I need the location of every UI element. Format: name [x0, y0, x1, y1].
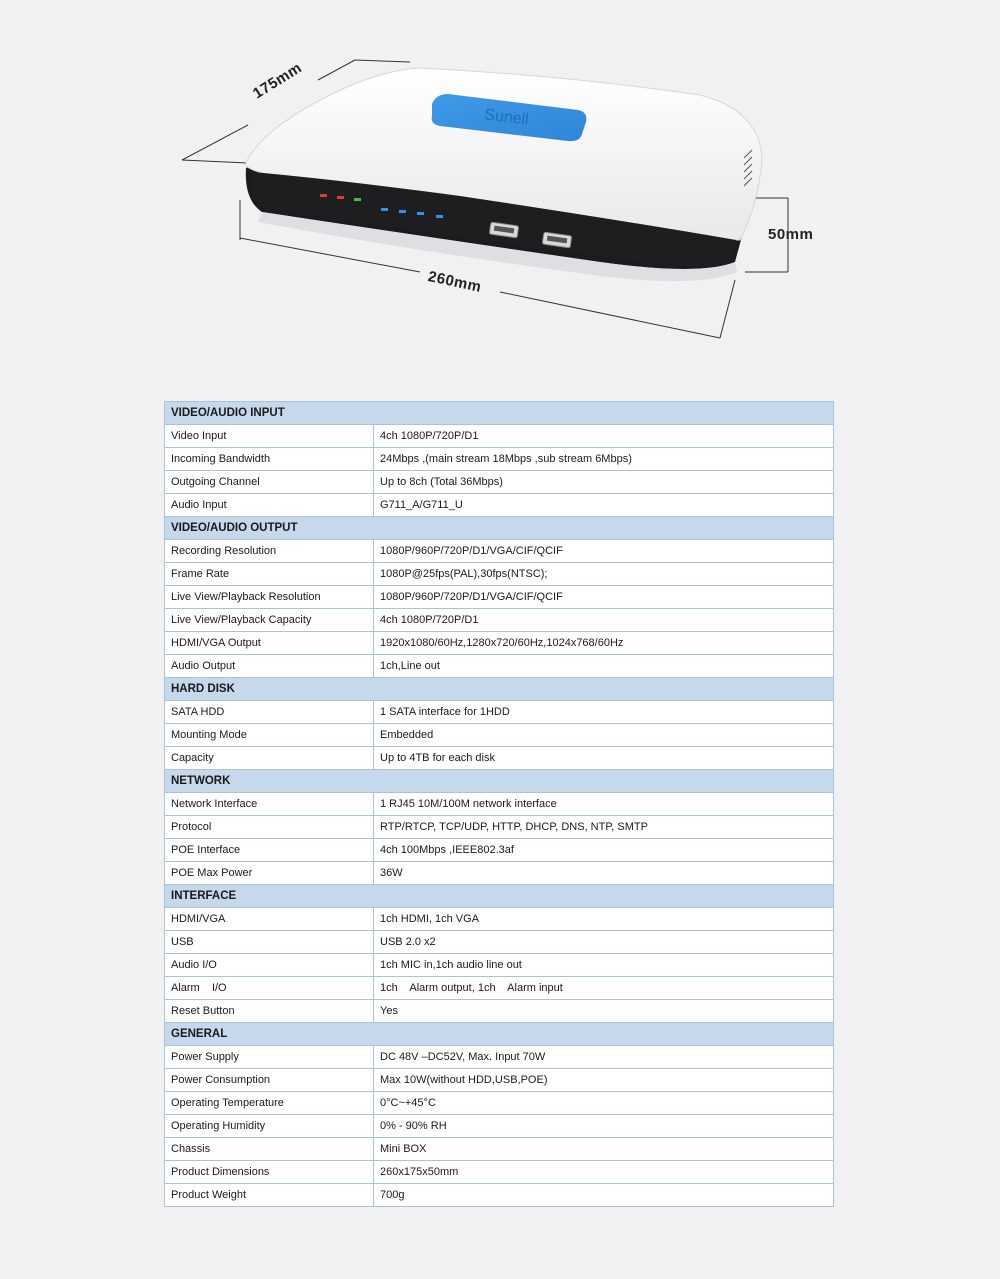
table-row [165, 609, 834, 632]
table-row [165, 747, 834, 770]
section-header-row [165, 517, 834, 540]
spec-label: Chassis [165, 1138, 374, 1161]
spec-label: Audio I/O [165, 954, 374, 977]
section-header-row [165, 402, 834, 425]
spec-label: Mounting Mode [165, 724, 374, 747]
spec-label: SATA HDD [165, 701, 374, 724]
spec-label: Recording Resolution [165, 540, 374, 563]
spec-value: RTP/RTCP, TCP/UDP, HTTP, DHCP, DNS, NTP, SMTP [374, 816, 834, 839]
table-row [165, 839, 834, 862]
table-row [165, 1092, 834, 1115]
spec-value: 0% - 90% RH [374, 1115, 834, 1138]
section-title: INTERFACE [165, 885, 834, 908]
nvr-device-illustration [0, 0, 1000, 380]
table-row [165, 1000, 834, 1023]
specification-table [164, 401, 834, 1207]
spec-label: Operating Humidity [165, 1115, 374, 1138]
section-header-row [165, 678, 834, 701]
spec-label: Operating Temperature [165, 1092, 374, 1115]
table-row [165, 586, 834, 609]
section-title: NETWORK [165, 770, 834, 793]
spec-value: 1080P/960P/720P/D1/VGA/CIF/QCIF [374, 586, 834, 609]
spec-value: Up to 8ch (Total 36Mbps) [374, 471, 834, 494]
dimension-width-label: 260mm [426, 268, 484, 296]
table-row [165, 448, 834, 471]
table-row [165, 793, 834, 816]
spec-value: 260x175x50mm [374, 1161, 834, 1184]
table-row [165, 471, 834, 494]
spec-label: HDMI/VGA Output [165, 632, 374, 655]
product-image-area [0, 0, 1000, 380]
spec-value: Mini BOX [374, 1138, 834, 1161]
spec-label: Frame Rate [165, 563, 374, 586]
table-row [165, 1115, 834, 1138]
section-header-row [165, 1023, 834, 1046]
spec-value: Embedded [374, 724, 834, 747]
section-title: HARD DISK [165, 678, 834, 701]
table-row [165, 954, 834, 977]
spec-value: 1ch Alarm output, 1ch Alarm input [374, 977, 834, 1000]
spec-value: DC 48V –DC52V, Max. Input 70W [374, 1046, 834, 1069]
table-row [165, 931, 834, 954]
table-row [165, 632, 834, 655]
spec-value: 1080P@25fps(PAL),30fps(NTSC); [374, 563, 834, 586]
spec-value: 4ch 1080P/720P/D1 [374, 425, 834, 448]
spec-label: Video Input [165, 425, 374, 448]
spec-value: G711_A/G711_U [374, 494, 834, 517]
table-row [165, 977, 834, 1000]
spec-value: Max 10W(without HDD,USB,POE) [374, 1069, 834, 1092]
spec-value: 1ch MIC in,1ch audio line out [374, 954, 834, 977]
spec-label: Incoming Bandwidth [165, 448, 374, 471]
svg-text:Sunell: Sunell [483, 106, 530, 129]
spec-label: Product Weight [165, 1184, 374, 1207]
section-title: VIDEO/AUDIO OUTPUT [165, 517, 834, 540]
table-row [165, 816, 834, 839]
spec-label: Audio Input [165, 494, 374, 517]
spec-label: Reset Button [165, 1000, 374, 1023]
spec-label: Network Interface [165, 793, 374, 816]
table-row [165, 425, 834, 448]
spec-value: 1ch HDMI, 1ch VGA [374, 908, 834, 931]
dimension-depth-label: 175mm [250, 59, 305, 103]
section-header-row [165, 770, 834, 793]
spec-label: Audio Output [165, 655, 374, 678]
spec-value: 36W [374, 862, 834, 885]
spec-value: 1080P/960P/720P/D1/VGA/CIF/QCIF [374, 540, 834, 563]
table-row [165, 494, 834, 517]
spec-value: 0°C~+45°C [374, 1092, 834, 1115]
spec-label: Capacity [165, 747, 374, 770]
spec-value: 24Mbps ,(main stream 18Mbps ,sub stream 6Mbps) [374, 448, 834, 471]
spec-value: 4ch 1080P/720P/D1 [374, 609, 834, 632]
table-row [165, 655, 834, 678]
spec-value: USB 2.0 x2 [374, 931, 834, 954]
table-row [165, 724, 834, 747]
spec-label: HDMI/VGA [165, 908, 374, 931]
spec-value: 1 RJ45 10M/100M network interface [374, 793, 834, 816]
spec-label: Product Dimensions [165, 1161, 374, 1184]
table-row [165, 1046, 834, 1069]
table-row [165, 563, 834, 586]
table-row [165, 540, 834, 563]
spec-value: 1ch,Line out [374, 655, 834, 678]
spec-value: 1920x1080/60Hz,1280x720/60Hz,1024x768/60Hz [374, 632, 834, 655]
spec-value: 700g [374, 1184, 834, 1207]
table-row [165, 701, 834, 724]
spec-label: Alarm I/O [165, 977, 374, 1000]
spec-value: Up to 4TB for each disk [374, 747, 834, 770]
table-row [165, 862, 834, 885]
table-row [165, 1069, 834, 1092]
spec-label: Live View/Playback Resolution [165, 586, 374, 609]
spec-label: POE Interface [165, 839, 374, 862]
section-header-row [165, 885, 834, 908]
spec-label: Live View/Playback Capacity [165, 609, 374, 632]
section-title: GENERAL [165, 1023, 834, 1046]
spec-label: Protocol [165, 816, 374, 839]
spec-value: 1 SATA interface for 1HDD [374, 701, 834, 724]
spec-value: 4ch 100Mbps ,IEEE802.3af [374, 839, 834, 862]
table-row [165, 1138, 834, 1161]
spec-label: USB [165, 931, 374, 954]
spec-label: Power Consumption [165, 1069, 374, 1092]
spec-label: Outgoing Channel [165, 471, 374, 494]
spec-value: Yes [374, 1000, 834, 1023]
table-row [165, 908, 834, 931]
spec-label: Power Supply [165, 1046, 374, 1069]
table-row [165, 1161, 834, 1184]
table-row [165, 1184, 834, 1207]
section-title: VIDEO/AUDIO INPUT [165, 402, 834, 425]
spec-label: POE Max Power [165, 862, 374, 885]
dimension-height-label: 50mm [768, 226, 814, 243]
